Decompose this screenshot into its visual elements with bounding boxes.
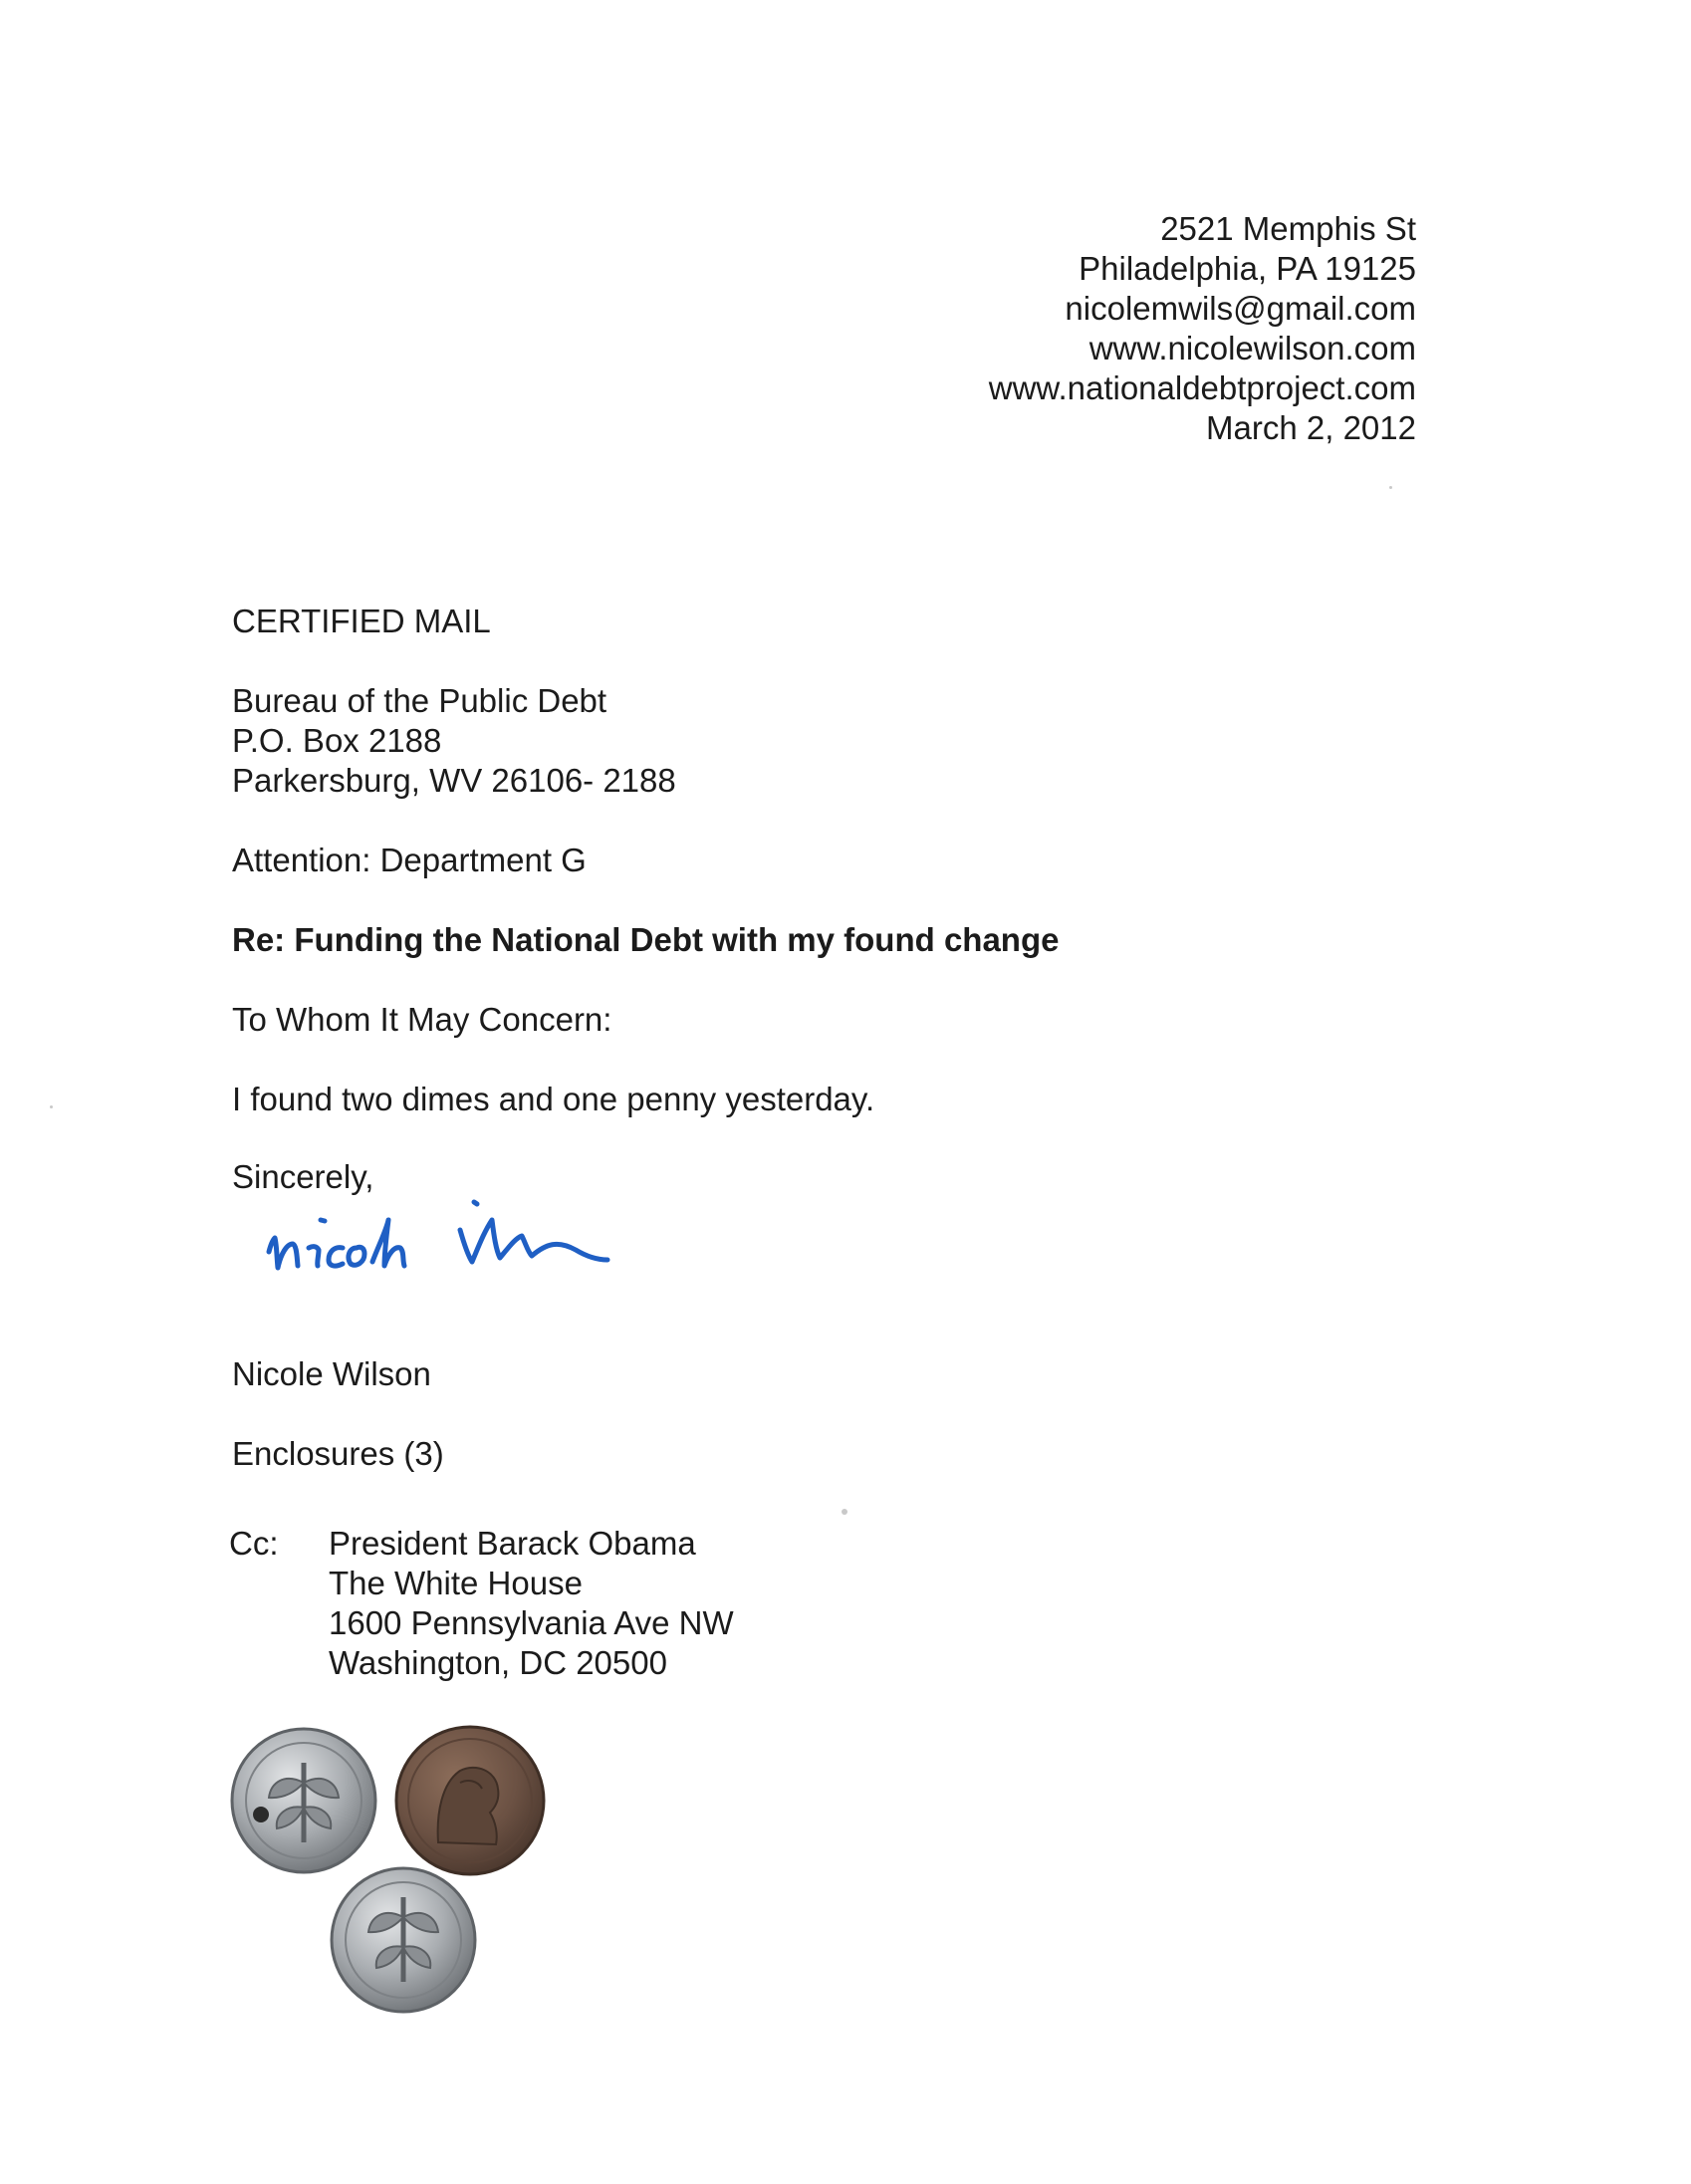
mail-type: CERTIFIED MAIL (232, 603, 491, 639)
signature-icon (261, 1190, 639, 1300)
handwritten-signature (261, 1190, 639, 1305)
mail-type-block (232, 602, 491, 641)
closing: Sincerely, (232, 1158, 374, 1195)
recipient-address-block (232, 681, 676, 801)
sender-website-1: www.nicolewilson.com (1088, 330, 1416, 366)
letter-date: March 2, 2012 (1206, 409, 1416, 446)
signer-name-block (232, 1354, 431, 1394)
salutation-block (232, 1000, 611, 1040)
enclosures-block (232, 1434, 444, 1474)
sender-email: nicolemwils@gmail.com (1065, 290, 1416, 327)
cc-line: Washington, DC 20500 (329, 1644, 667, 1681)
cc-address (329, 1524, 734, 1683)
cc-label: Cc: (229, 1525, 279, 1562)
recipient-city-line: Parkersburg, WV 26106- 2188 (232, 762, 676, 799)
sender-website-2: www.nationaldebtproject.com (988, 369, 1416, 406)
enclosures: Enclosures (3) (232, 1435, 444, 1472)
recipient-name: Bureau of the Public Debt (232, 682, 607, 719)
scan-speck (842, 1509, 847, 1515)
sender-city-line: Philadelphia, PA 19125 (1079, 250, 1416, 287)
cc-line: President Barack Obama (329, 1525, 696, 1562)
recipient-po-box: P.O. Box 2188 (232, 722, 442, 759)
attention-block (232, 841, 587, 880)
sender-street: 2521 Memphis St (1160, 210, 1416, 247)
penny-icon (396, 1727, 544, 1874)
scan-speck (1389, 486, 1392, 489)
sender-address-block (989, 209, 1416, 448)
subject-line: Re: Funding the National Debt with my found change (232, 921, 1060, 958)
cc-line: The White House (329, 1565, 583, 1601)
scan-speck (50, 1105, 53, 1108)
attention-line: Attention: Department G (232, 842, 587, 878)
dime-icon (232, 1729, 375, 1872)
cc-line: 1600 Pennsylvania Ave NW (329, 1604, 734, 1641)
subject-block (232, 920, 1059, 960)
body-block (232, 1080, 874, 1119)
dime-icon (332, 1868, 475, 2012)
body-text: I found two dimes and one penny yesterday. (232, 1081, 875, 1117)
salutation: To Whom It May Concern: (232, 1001, 612, 1038)
signer-name: Nicole Wilson (232, 1355, 431, 1392)
